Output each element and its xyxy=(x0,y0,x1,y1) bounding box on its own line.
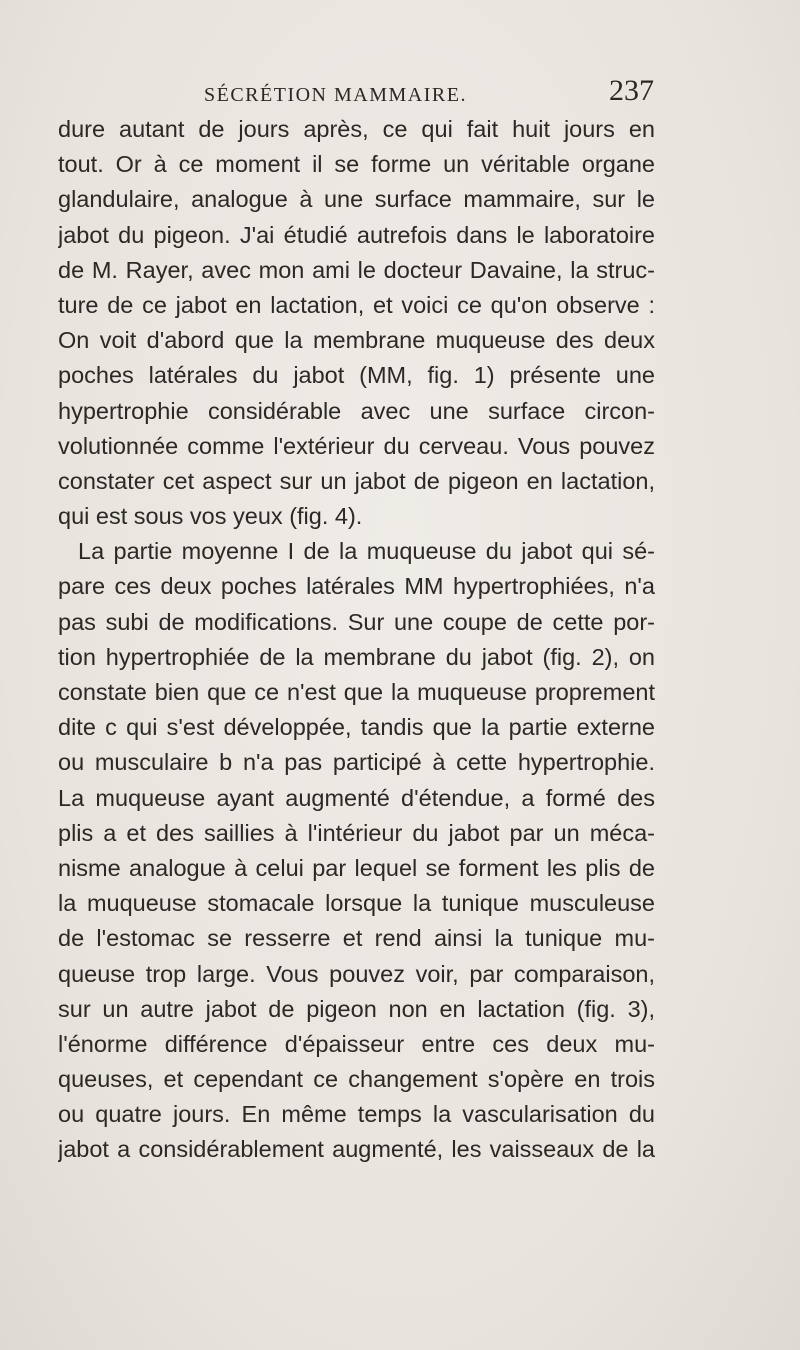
text-line: de M. Rayer, avec mon ami le docteur Davaine, la struc- xyxy=(58,256,655,283)
text-line: qui est sous vos yeux (fig. 4). xyxy=(58,503,363,530)
text-line: ture de ce jabot en lactation, et voici ce qu'on observe : xyxy=(58,291,655,318)
text-line: constater cet aspect sur un jabot de pigeon en lactation, xyxy=(58,467,655,494)
text-line: On voit d'abord que la membrane muqueuse des deux xyxy=(58,327,655,354)
text-line: la muqueuse stomacale lorsque la tunique musculeuse xyxy=(58,890,655,917)
text-line: jabot du pigeon. J'ai étudié autrefois dans le laboratoire xyxy=(58,221,655,248)
page-header xyxy=(54,74,654,114)
text-line: La muqueuse ayant augmenté d'étendue, a formé des xyxy=(58,784,655,811)
text-line: glandulaire, analogue à une surface mammaire, sur le xyxy=(58,186,655,213)
text-line: de l'estomac se resserre et rend ainsi la tunique mu- xyxy=(58,925,655,952)
text-line: queuses, et cependant ce changement s'opère en trois xyxy=(58,1066,655,1093)
text-line: sur un autre jabot de pigeon non en lactation (fig. 3), xyxy=(58,995,655,1022)
text-line: pas subi de modifications. Sur une coupe de cette por- xyxy=(58,608,655,635)
text-line: pare ces deux poches latérales MM hypertrophiées, n'a xyxy=(58,573,655,600)
body-text xyxy=(58,112,655,1168)
text-line: l'énorme différence d'épaisseur entre ces deux mu- xyxy=(58,1030,655,1057)
text-line: nisme analogue à celui par lequel se forment les plis de xyxy=(58,854,655,881)
text-line: dite c qui s'est développée, tandis que la partie externe xyxy=(58,714,655,741)
text-line: ou musculaire b n'a pas participé à cette hypertrophie. xyxy=(58,749,655,776)
text-line: tout. Or à ce moment il se forme un véritable organe xyxy=(58,151,655,178)
text-line: dure autant de jours après, ce qui fait huit jours en xyxy=(58,116,655,142)
text-line: queuse trop large. Vous pouvez voir, par comparaison, xyxy=(58,960,655,987)
text-line: ou quatre jours. En même temps la vascularisation du xyxy=(58,1101,655,1128)
text-line: tion hypertrophiée de la membrane du jabot (fig. 2), on xyxy=(58,643,655,670)
text-line: constate bien que ce n'est que la muqueuse proprement xyxy=(58,679,655,705)
text-line: plis a et des saillies à l'intérieur du jabot par un méca- xyxy=(58,819,655,846)
text-line: volutionnée comme l'extérieur du cerveau. Vous pouvez xyxy=(58,432,655,459)
running-head: SÉCRÉTION MAMMAIRE. xyxy=(204,84,467,106)
text-line: hypertrophie considérable avec une surface circon- xyxy=(58,397,655,424)
text-line: La partie moyenne I de la muqueuse du jabot qui sé- xyxy=(78,538,655,565)
text-line: poches latérales du jabot (MM, fig. 1) présente une xyxy=(58,362,655,389)
page-number: 237 xyxy=(609,74,654,107)
text-line: jabot a considérablement augmenté, les vaisseaux de la xyxy=(58,1136,655,1163)
